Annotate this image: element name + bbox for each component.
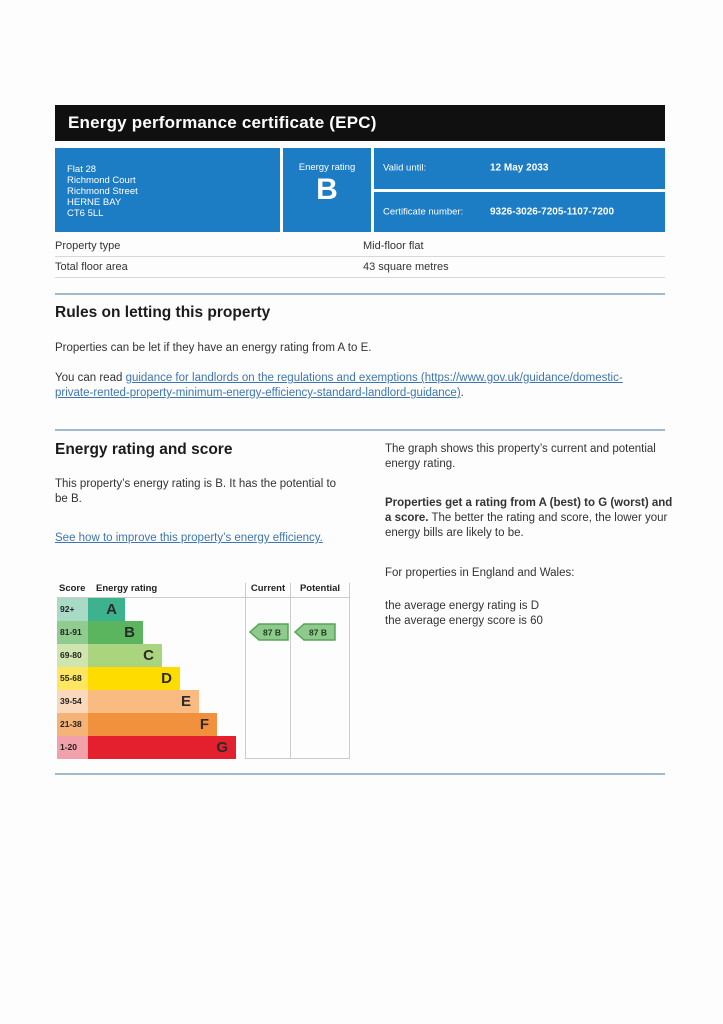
band-score-range: 21-38	[57, 713, 88, 736]
valid-until-row	[374, 148, 665, 189]
potential-rating-value: 87 B	[309, 627, 327, 638]
current-rating-column	[245, 598, 290, 759]
national-averages	[385, 599, 677, 629]
valid-until-value: 12 May 2033	[490, 162, 549, 174]
detail-value: 43 square metres	[363, 261, 449, 273]
rules-guidance-paragraph	[55, 371, 655, 401]
potential-rating-arrow	[294, 623, 336, 641]
rating-section-heading: Energy rating and score	[55, 441, 233, 458]
band-score-range: 69-80	[57, 644, 88, 667]
detail-label: Total floor area	[55, 261, 128, 273]
average-score-line: the average energy score is 60	[385, 615, 543, 627]
certificate-number-row	[374, 192, 665, 233]
detail-value: Mid-floor flat	[363, 240, 424, 252]
address-line: HERNE BAY	[67, 197, 122, 208]
band-score-range: 55-68	[57, 667, 88, 690]
validity-cell	[374, 148, 665, 232]
band-score-range: 92+	[57, 598, 88, 621]
chart-header-rating: Energy rating	[88, 583, 245, 598]
section-divider	[55, 429, 665, 431]
average-rating-line: the average energy rating is D	[385, 600, 540, 612]
rating-scale-bold: Properties get a rating from A (best) to G (worst) and a score.	[385, 497, 673, 524]
energy-rating-cell	[283, 148, 371, 232]
rating-section-left-column	[55, 441, 343, 546]
rules-section-heading: Rules on letting this property	[55, 304, 271, 321]
chart-header-row	[57, 583, 350, 598]
energy-rating-label: Energy rating	[298, 162, 356, 173]
band-score-range: 39-54	[57, 690, 88, 713]
property-address	[55, 148, 280, 232]
band-bar-e: E	[88, 690, 199, 713]
band-bar-d: D	[88, 667, 180, 690]
epc-rows	[57, 598, 350, 759]
rating-section-right-column	[385, 442, 677, 629]
address-line: Flat 28	[67, 164, 97, 175]
chart-header-score: Score	[57, 583, 88, 598]
certificate-summary-box	[55, 148, 665, 232]
rules-paragraph: Properties can be let if they have an energy rating from A to E.	[55, 342, 372, 354]
band-bar-a: A	[88, 598, 125, 621]
band-bar-c: C	[88, 644, 162, 667]
band-bar-f: F	[88, 713, 217, 736]
england-wales-paragraph: For properties in England and Wales:	[385, 567, 575, 579]
detail-label: Property type	[55, 240, 121, 252]
energy-rating-chart	[57, 583, 350, 760]
chart-header-current: Current	[245, 583, 290, 598]
detail-row	[55, 257, 665, 278]
band-bar-b: B	[88, 621, 143, 644]
rules-guidance-suffix: .	[460, 387, 464, 399]
band-bar-g: G	[88, 736, 236, 759]
rating-scale-paragraph	[385, 496, 677, 541]
address-line: CT6 5LL	[67, 208, 104, 219]
energy-rating-value: B	[316, 173, 338, 206]
section-divider	[55, 293, 665, 295]
graph-explainer-paragraph: The graph shows this property’s current and potential energy rating.	[385, 443, 656, 470]
potential-rating-column	[290, 598, 350, 759]
chart-header-potential: Potential	[290, 583, 350, 598]
current-rating-value: 87 B	[263, 627, 281, 638]
certificate-number-value: 9326-3026-7205-1107-7200	[490, 206, 614, 218]
property-details-table	[55, 236, 665, 278]
detail-row	[55, 236, 665, 257]
certificate-title: Energy performance certificate (EPC)	[68, 113, 377, 132]
certificate-title-bar	[55, 105, 665, 141]
current-rating-arrow	[249, 623, 289, 641]
certificate-number-label: Certificate number:	[383, 206, 464, 218]
section-divider	[55, 773, 665, 775]
landlord-guidance-link[interactable]: guidance for landlords on the regulations and exemptions (https://www.gov.uk/guidance/domestic-private-rented-property-minimum-energy-efficiency-standard-landlord-guidance)	[55, 372, 623, 399]
address-line: Richmond Street	[67, 186, 138, 197]
valid-until-label: Valid until:	[383, 162, 427, 174]
rating-summary-paragraph: This property’s energy rating is B. It has the potential to be B.	[55, 478, 337, 505]
rules-guidance-prefix: You can read	[55, 372, 126, 384]
improve-efficiency-link[interactable]: See how to improve this property’s energy efficiency.	[55, 532, 323, 544]
band-score-range: 81-91	[57, 621, 88, 644]
band-score-range: 1-20	[57, 736, 88, 759]
rating-scale-rest: The better the rating and score, the lower your energy bills are likely to be.	[385, 512, 668, 539]
address-line: Richmond Court	[67, 175, 136, 186]
